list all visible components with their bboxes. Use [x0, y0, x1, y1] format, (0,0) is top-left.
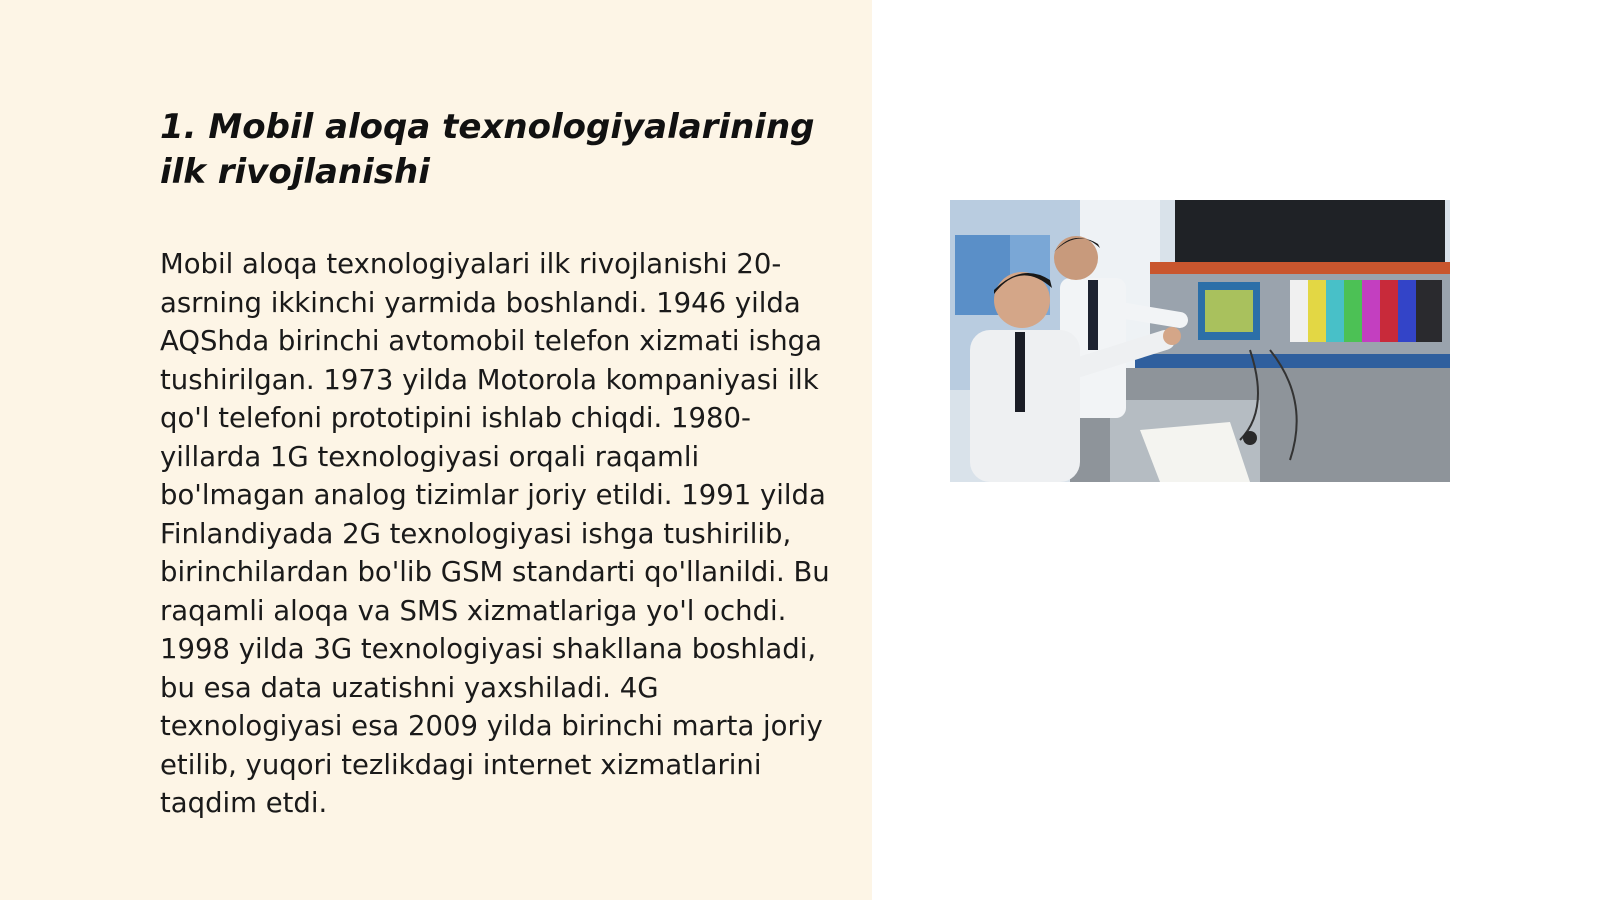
- slide-title: 1. Mobil aloqa texnologiyalarining ilk rivojlanishi: [160, 107, 815, 192]
- slide-body-text: Mobil aloqa texnologiyalari ilk rivojlanishi 20-asrning ikkinchi yarmida boshlandi. 1946 yilda AQShda birinchi avtomobil telefon xizmati ishga tushirilgan. 1973 yilda Motorola kompaniyasi ilk qo'l telefoni prototipini ishlab chiqdi. 1980-yillarda 1G texnologiyasi orqali raqamli bo'lmagan analog tizimlar joriy etildi. 1991 yilda Finlandiyada 2G texnologiyasi ishga tushirilib, birinchilardan bo'lib GSM standarti qo'llanildi. Bu raqamli aloqa va SMS xizmatlariga yo'l ochdi. 1998 yilda 3G texnologiyasi shakllana boshladi, bu esa data uzatishni yaxshiladi. 4G texnologiyasi esa 2009 yilda birinchi marta joriy etilib, yuqori tezlikdagi internet xizmatlarini taqdim etdi.: [160, 248, 830, 819]
- lab-photo: [950, 200, 1450, 482]
- lab-photo-illustration: [950, 200, 1450, 482]
